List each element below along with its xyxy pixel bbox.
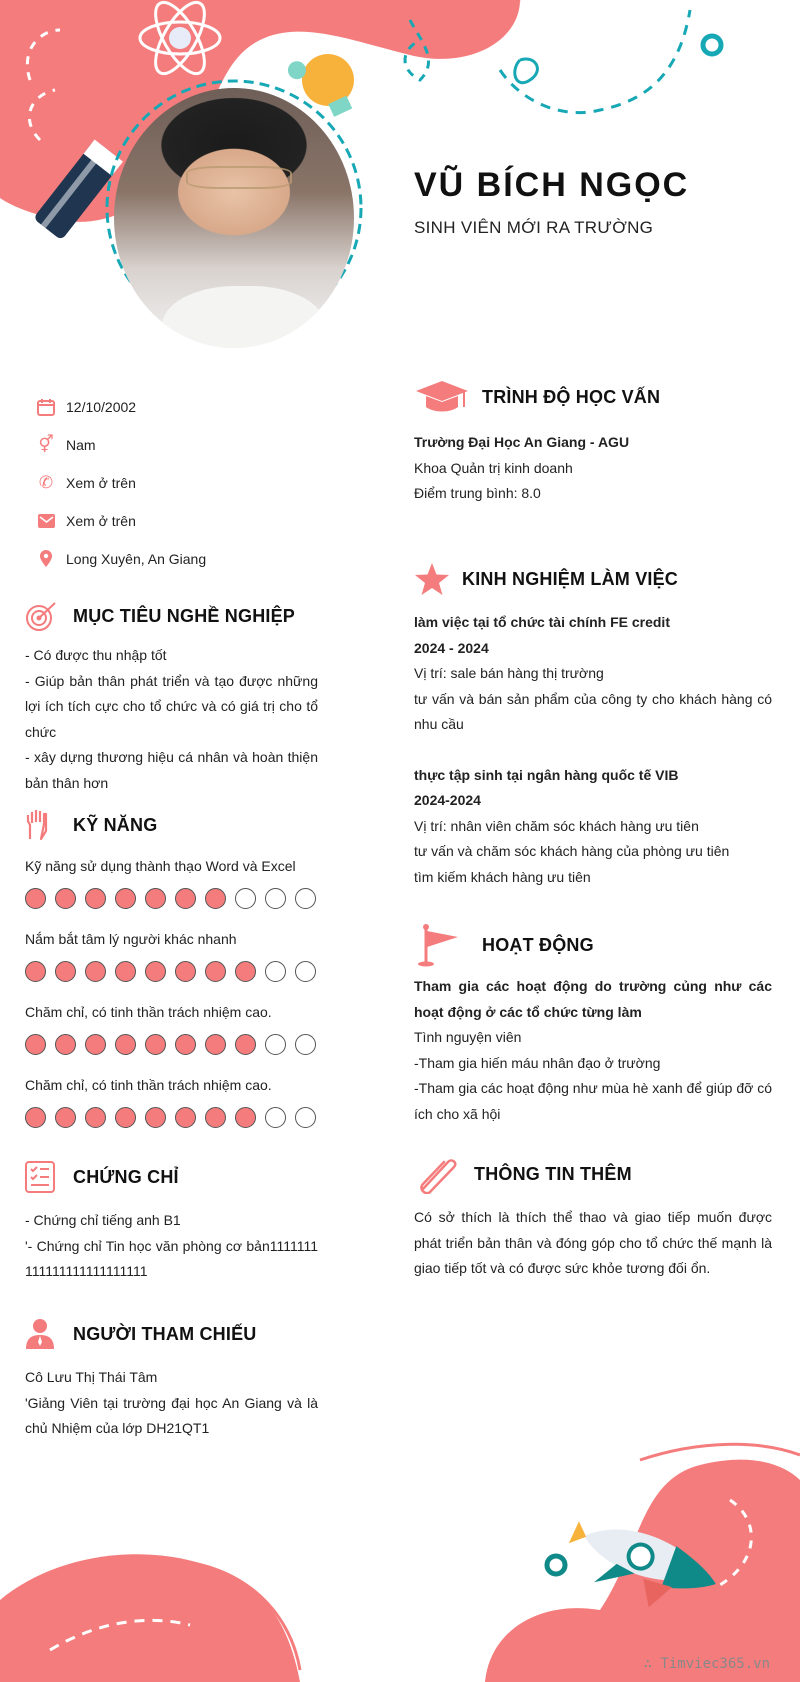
hand-icon	[25, 806, 73, 844]
skill-dot	[145, 888, 166, 909]
skill-dot	[145, 1034, 166, 1055]
skill-dot	[295, 1034, 316, 1055]
skill-dot	[235, 961, 256, 982]
skill-dot	[25, 1034, 46, 1055]
extra-title: THÔNG TIN THÊM	[414, 1155, 772, 1193]
profile-photo	[114, 88, 354, 348]
skills-section	[25, 806, 318, 1150]
graduation-cap-icon	[414, 378, 482, 416]
skill-dot	[265, 888, 286, 909]
skill-dot	[205, 888, 226, 909]
faculty: Khoa Quản trị kinh doanh	[414, 459, 573, 476]
skill-dot	[115, 961, 136, 982]
phone: Xem ở trên	[66, 475, 136, 491]
job-position: Vị trí: sale bán hàng thị trường	[414, 665, 604, 681]
certificates-title: CHỨNG CHỈ	[25, 1158, 318, 1196]
references-title: NGƯỜI THAM CHIẾU	[25, 1315, 318, 1353]
info-row	[26, 388, 326, 426]
gpa: Điểm trung bình: 8.0	[414, 485, 541, 501]
education-section	[414, 378, 772, 507]
skill-dot	[115, 1107, 136, 1128]
skill-dot	[25, 961, 46, 982]
skill-dot	[175, 1107, 196, 1128]
activities-title: HOẠT ĐỘNG	[414, 926, 772, 964]
skill-dot	[265, 1034, 286, 1055]
skill-dot	[265, 961, 286, 982]
skill-item	[25, 858, 318, 909]
flag-icon	[414, 926, 482, 964]
job-period: 2024 - 2024	[414, 639, 489, 656]
skill-dot	[235, 1034, 256, 1055]
skill-dot	[295, 1107, 316, 1128]
skill-dot	[115, 888, 136, 909]
skill-name: Chăm chỉ, có tinh thần trách nhiệm cao.	[25, 1077, 272, 1093]
address: Long Xuyên, An Giang	[66, 551, 207, 567]
job-desc: tư vấn và chăm sóc khách hàng của phòng ưu tiên	[414, 843, 730, 859]
calendar-icon	[26, 398, 66, 416]
skill-dot	[205, 1034, 226, 1055]
extra-text: Có sở thích là thích thể thao và giao tiếp muốn được phát triển bản thân và đóng góp cho tổ chức thế mạnh là giao tiếp tốt và có được sức khỏe tương đối ổn.	[414, 1209, 772, 1276]
info-row	[26, 502, 326, 540]
skill-rating	[25, 961, 318, 982]
skill-dot	[295, 961, 316, 982]
skill-dot	[205, 961, 226, 982]
skill-dot	[145, 961, 166, 982]
activities-text: Tham gia các hoạt động do trường củng như các hoạt động ở các tổ chức từng làm Tình nguyện viên -Tham gia hiến máu nhân đạo ở trường -Tham gia các hoạt động như mùa hè xanh để giúp đỡ có ích cho xã hội	[414, 974, 772, 1127]
birth-date: 12/10/2002	[66, 399, 137, 415]
extra-section	[414, 1155, 772, 1282]
skill-dot	[55, 1107, 76, 1128]
gender: Nam	[66, 437, 96, 453]
info-row	[26, 464, 326, 502]
skill-name: Kỹ năng sử dụng thành thạo Word và Excel	[25, 858, 296, 874]
references-text: Cô Lưu Thị Thái Tâm 'Giảng Viên tại trường đại học An Giang và là chủ Nhiệm của lớp DH21QT1	[25, 1369, 318, 1436]
checklist-icon	[25, 1158, 73, 1196]
personal-info	[26, 388, 326, 578]
skill-dot	[25, 888, 46, 909]
school-name: Trường Đại Học An Giang - AGU	[414, 434, 630, 450]
certificates-section	[25, 1158, 318, 1285]
certificates-text: - Chứng chỉ tiếng anh B1 '- Chứng chỉ Tin học văn phòng cơ bản1111111111111111111111111	[25, 1212, 318, 1279]
activities-heading: Tham gia các hoạt động do trường củng như các hoạt động ở các tổ chức từng làm	[414, 978, 772, 1020]
skills-list	[25, 858, 318, 1128]
watermark: ∴ Timviec365.vn	[643, 1656, 770, 1672]
phone-icon: ✆	[38, 473, 54, 492]
experience-section	[414, 560, 772, 890]
paperclip-icon	[414, 1155, 474, 1193]
job-company: làm việc tại tổ chức tài chính FE credit	[414, 614, 670, 630]
candidate-name: VŨ BÍCH NGỌC	[414, 166, 690, 204]
skill-rating	[25, 888, 318, 909]
job-desc: tư vấn và bán sản phẩm của công ty cho khách hàng có nhu cầu	[414, 690, 772, 732]
star-icon	[414, 560, 462, 598]
skill-dot	[85, 888, 106, 909]
objective-text: - Có được thu nhập tốt - Giúp bản thân phát triển và tạo được những lợi ích tích cực cho tổ chức và có giá trị cho tổ chức - xây dựng thương hiệu cá nhân và hoàn thiện bản thân hơn	[25, 647, 318, 791]
candidate-role: SINH VIÊN MỚI RA TRƯỜNG	[414, 218, 654, 237]
skill-dot	[85, 1034, 106, 1055]
skill-dot	[175, 961, 196, 982]
objective-section	[25, 597, 318, 796]
education-text	[414, 430, 772, 507]
skill-dot	[175, 888, 196, 909]
skill-dot	[85, 961, 106, 982]
activities-section	[414, 926, 772, 1127]
skill-dot	[235, 1107, 256, 1128]
skill-rating	[25, 1034, 318, 1055]
skill-dot	[295, 888, 316, 909]
skill-dot	[55, 888, 76, 909]
info-row	[26, 540, 326, 578]
location-icon	[26, 550, 66, 568]
skill-item	[25, 1004, 318, 1055]
job-period: 2024-2024	[414, 792, 481, 808]
skill-dot	[55, 961, 76, 982]
skill-rating	[25, 1107, 318, 1128]
experience-text	[414, 610, 772, 890]
skill-dot	[25, 1107, 46, 1128]
info-row	[26, 426, 326, 464]
skill-dot	[55, 1034, 76, 1055]
skill-dot	[265, 1107, 286, 1128]
skill-dot	[235, 888, 256, 909]
skill-dot	[115, 1034, 136, 1055]
education-title: TRÌNH ĐỘ HỌC VẤN	[414, 378, 772, 416]
email: Xem ở trên	[66, 513, 136, 529]
gender-icon: ⚥	[38, 435, 54, 454]
job-desc: tìm kiếm khách hàng ưu tiên	[414, 868, 591, 885]
skill-dot	[145, 1107, 166, 1128]
skill-item	[25, 1077, 318, 1128]
target-icon	[25, 597, 73, 635]
person-icon	[25, 1315, 73, 1353]
skills-title: KỸ NĂNG	[25, 806, 318, 844]
job-company: thực tập sinh tại ngân hàng quốc tế VIB	[414, 766, 679, 783]
objective-title: MỤC TIÊU NGHỀ NGHIỆP	[25, 597, 318, 635]
skill-dot	[175, 1034, 196, 1055]
footer-decoration	[0, 1400, 800, 1682]
job-position: Vị trí: nhân viên chăm sóc khách hàng ưu tiên	[414, 817, 699, 834]
email-icon	[26, 514, 66, 528]
skill-item	[25, 931, 318, 982]
skill-dot	[85, 1107, 106, 1128]
experience-title: KINH NGHIỆM LÀM VIỆC	[414, 560, 772, 598]
skill-name: Chăm chỉ, có tinh thần trách nhiệm cao.	[25, 1004, 272, 1020]
skill-name: Nắm bắt tâm lý người khác nhanh	[25, 931, 237, 947]
skill-dot	[205, 1107, 226, 1128]
